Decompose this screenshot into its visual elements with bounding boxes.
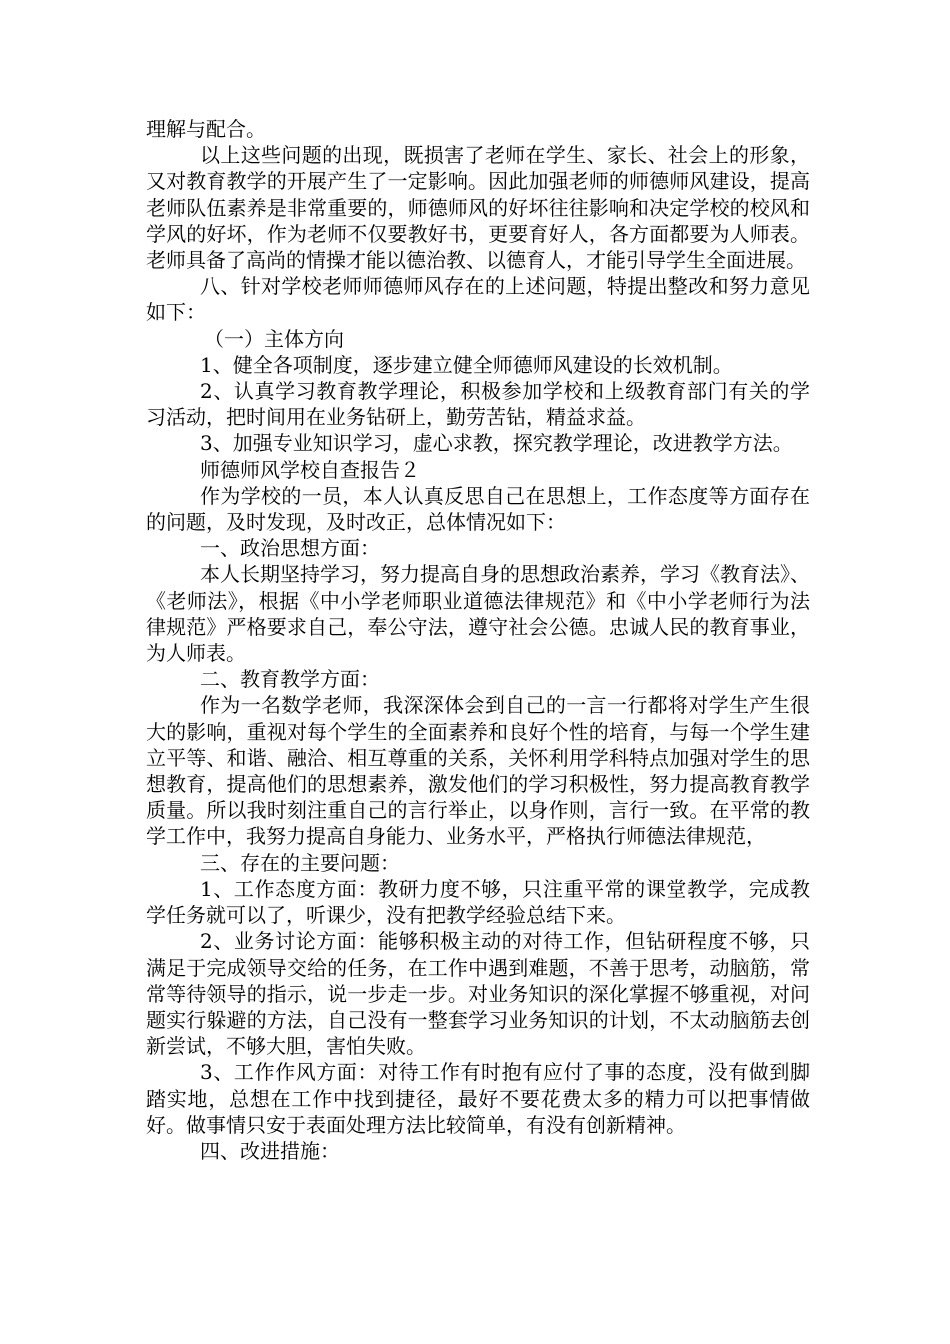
section-heading-problems: 三、存在的主要问题： bbox=[200, 850, 400, 875]
section-heading-8: 八、针对学校老师师德师风存在的上述问题，特提出整改和努力意见如下： bbox=[146, 274, 810, 325]
list-item-3: 3、加强专业知识学习，虚心求教，探究教学理论，改进教学方法。 bbox=[200, 431, 793, 456]
paragraph-problems-impact: 以上这些问题的出现，既损害了老师在学生、家长、社会上的形象，又对教育教学的开展产生了一定影响。因此加强老师的师德师风建设，提高老师队伍素养是非常重要的，师德师风的好坏往往影响和决定学校的校风和学风的好坏，作为老师不仅要教好书，更要育好人，各方面都要为人师表。老师具备了高尚的情操才能以德治教、以德育人，才能引导学生全面进展。 bbox=[146, 143, 810, 273]
list-item-1: 1、健全各项制度，逐步建立健全师德师风建设的长效机制。 bbox=[200, 352, 733, 377]
list-item-2: 2、认真学习教育教学理论，积极参加学校和上级教育部门有关的学习活动，把时间用在业务钻研上，勤劳苦钻，精益求益。 bbox=[146, 379, 810, 430]
section-heading-political: 一、政治思想方面： bbox=[200, 536, 380, 561]
problem-item-2: 2、业务讨论方面：能够积极主动的对待工作，但钻研程度不够，只满足于完成领导交给的任务，在工作中遇到难题，不善于思考，动脑筋，常常等待领导的指示，说一步走一步。对业务知识的深化掌握不够重视，对问题实行躲避的方法，自己没有一整套学习业务知识的计划，不太动脑筋去创新尝试，不够大胆，害怕失败。 bbox=[146, 929, 810, 1059]
problem-item-3: 3、工作作风方面：对待工作有时抱有应付了事的态度，没有做到脚踏实地，总想在工作中找到捷径，最好不要花费太多的精力可以把事情做好。做事情只安于表面处理方法比较简单，有没有创新精神。 bbox=[146, 1060, 810, 1137]
paragraph-political: 本人长期坚持学习，努力提高自身的思想政治素养，学习《教育法》、《老师法》，根据《中小学老师职业道德法律规范》和《中小学老师行为法律规范》严格要求自己，奉公守法，遵守社会公德。忠诚人民的教育事业，为人师表。 bbox=[146, 562, 810, 666]
paragraph-teaching: 作为一名数学老师，我深深体会到自己的一言一行都将对学生产生很大的影响，重视对每个学生的全面素养和良好个性的培育，与每一个学生建立平等、和谐、融洽、相互尊重的关系，关怀利用学科特点加强对学生的思想教育，提高他们的思想素养，激发他们的学习积极性，努力提高教育教学质量。所以我时刻注重自己的言行举止，以身作则，言行一致。在平常的教学工作中，我努力提高自身能力、业务水平，严格执行师德法律规范， bbox=[146, 693, 810, 849]
paragraph-intro: 作为学校的一员，本人认真反思自己在思想上，工作态度等方面存在的问题，及时发现，及时改正，总体情况如下： bbox=[146, 483, 810, 535]
section-heading-improvements: 四、改进措施： bbox=[200, 1138, 340, 1163]
paragraph-continuation: 理解与配合。 bbox=[146, 117, 266, 141]
report-title-2: 师德师风学校自查报告２ bbox=[200, 457, 420, 482]
document-body bbox=[146, 116, 810, 1164]
section-heading-teaching: 二、教育教学方面： bbox=[200, 667, 380, 692]
problem-item-1: 1、工作态度方面：教研力度不够，只注重平常的课堂教学，完成教学任务就可以了，听课少，没有把教学经验总结下来。 bbox=[146, 876, 810, 928]
subheading-main-direction: （一）主体方向 bbox=[204, 326, 344, 351]
